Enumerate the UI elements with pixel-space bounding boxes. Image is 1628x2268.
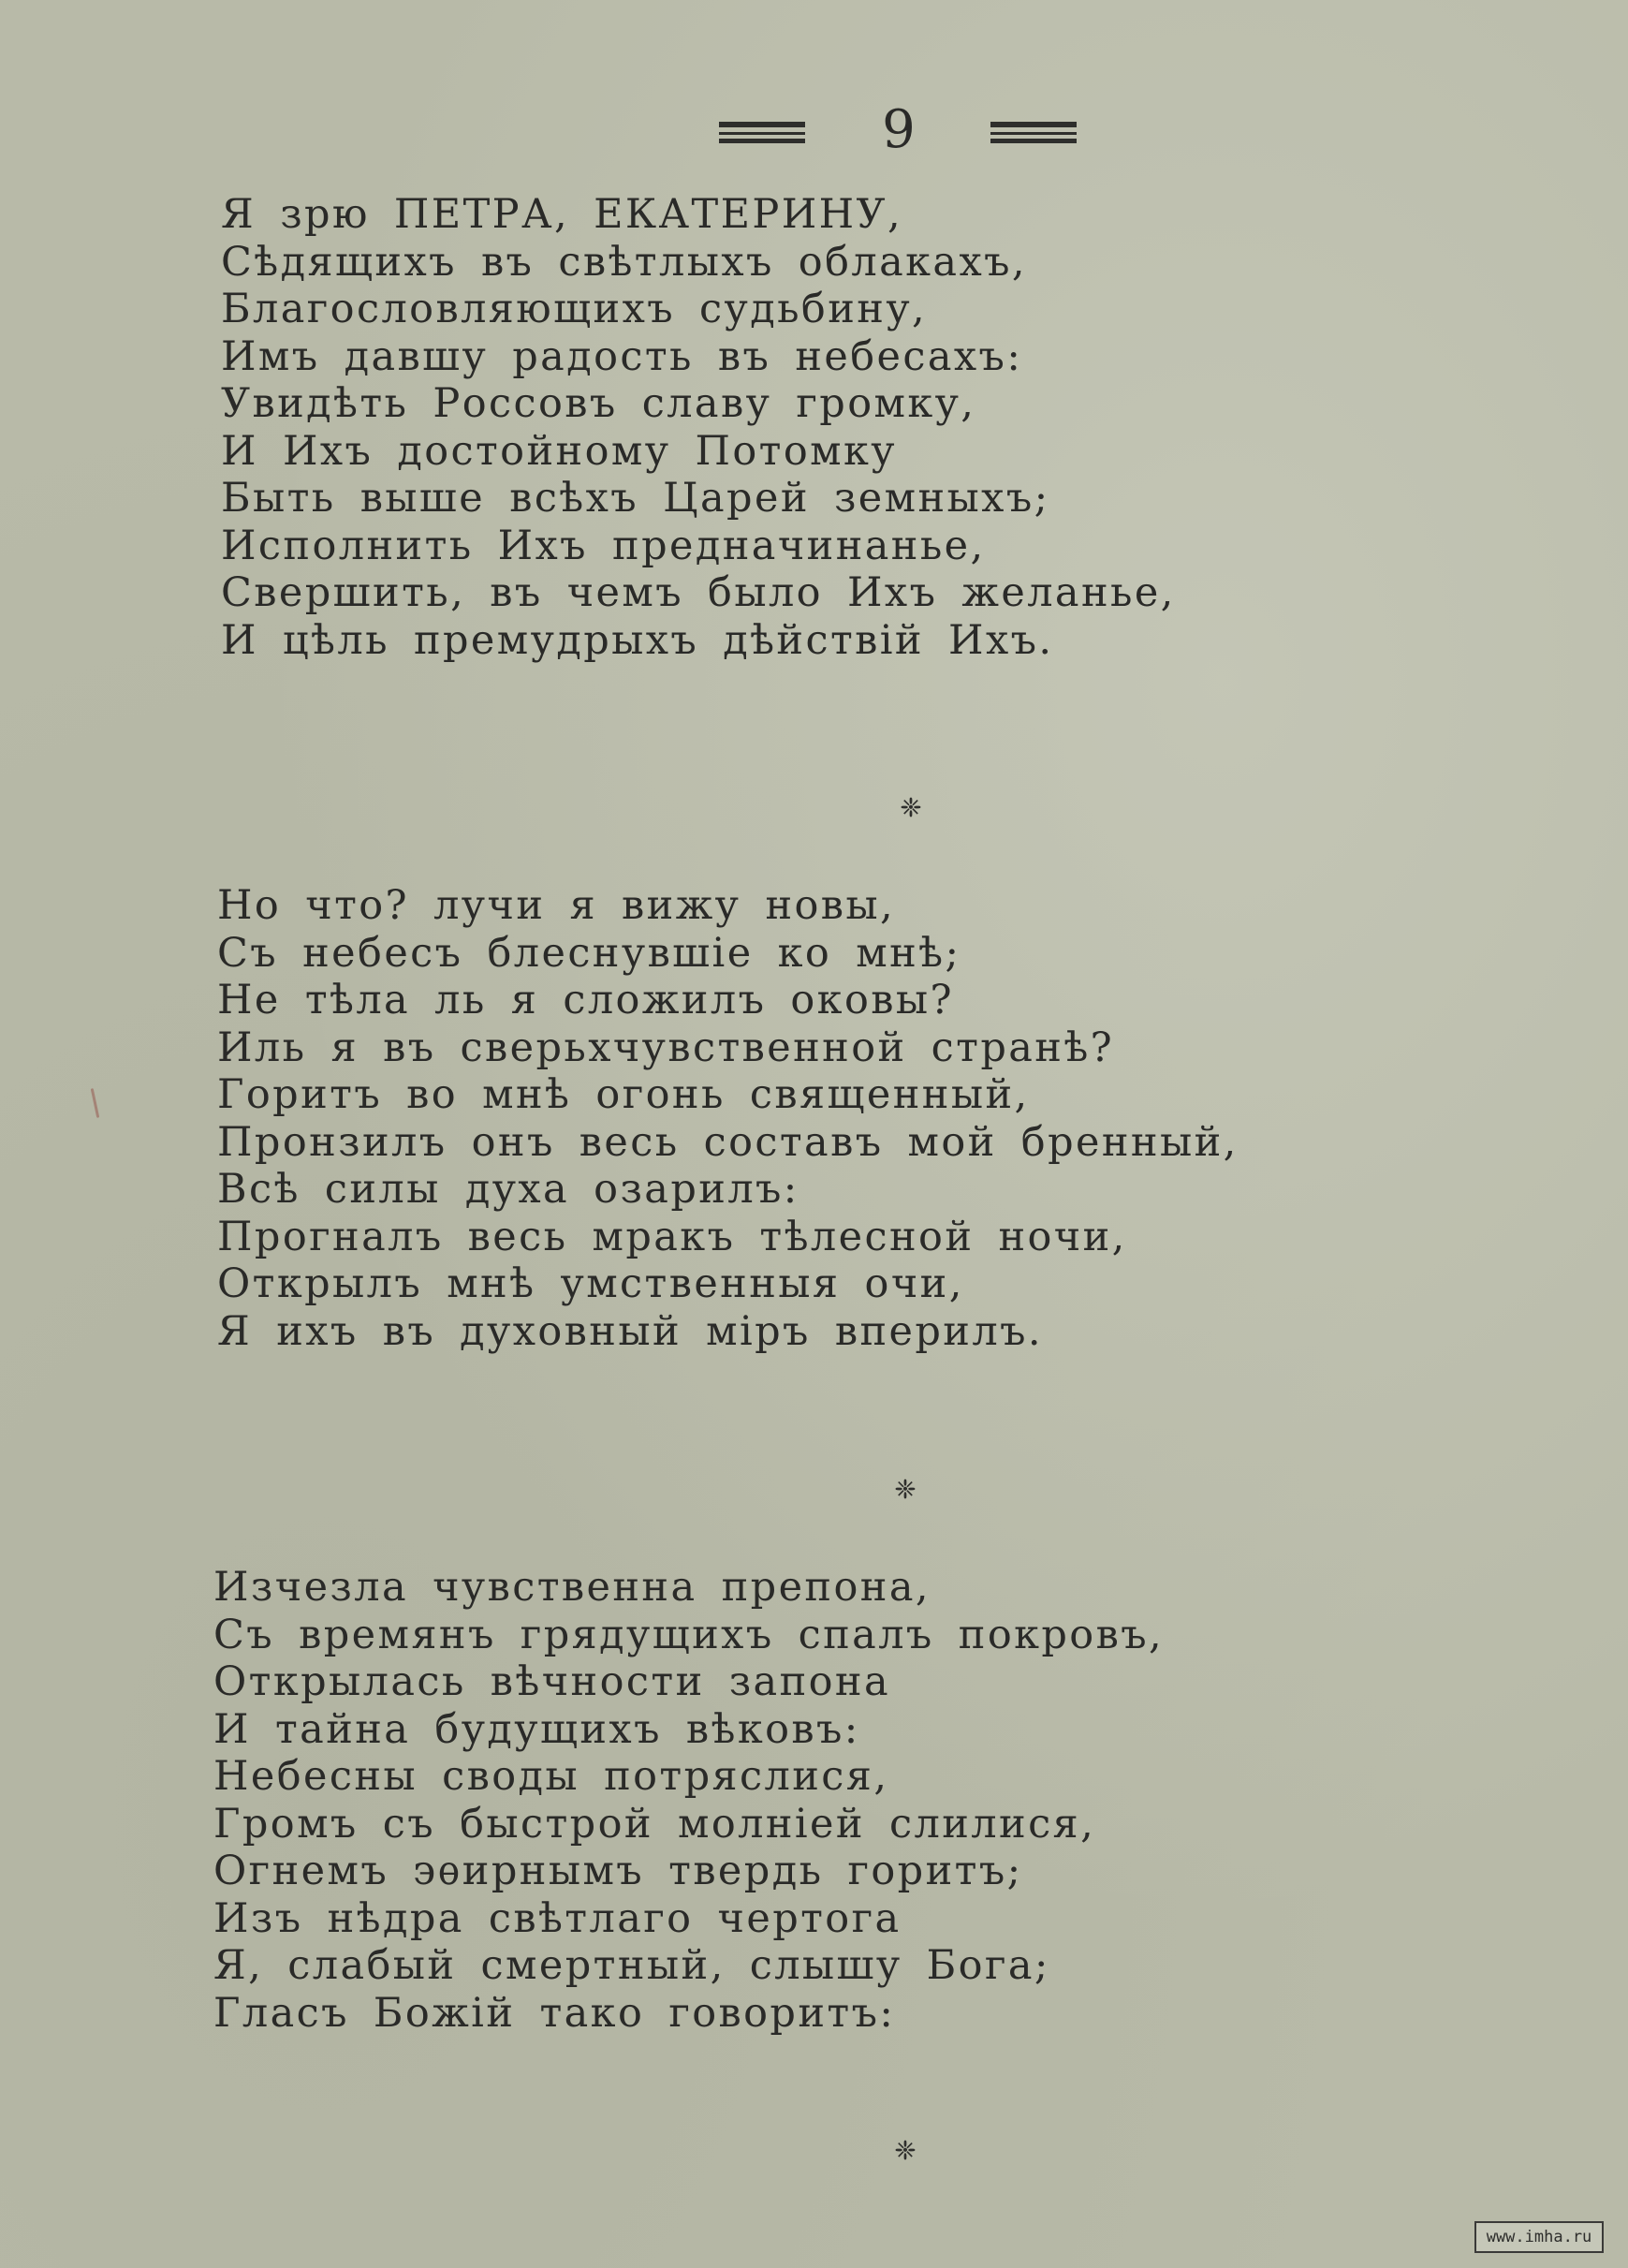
stanza-1: [221, 191, 1298, 664]
verse-line: Иль я въ сверьхчувственной странѣ?: [217, 1024, 1115, 1071]
verse-line: Съ времянъ грядущихъ спалъ покровъ,: [213, 1611, 1165, 1658]
verse-line: Съ небесъ блеснувшіе ко мнѣ;: [217, 929, 961, 977]
verse-line: Изъ нѣдра свѣтлаго чертога: [213, 1894, 902, 1942]
verse-line: Пронзилъ онъ весь составъ мой бренный,: [217, 1118, 1239, 1166]
verse-line: И цѣль премудрыхъ дѣйствій Ихъ.: [221, 616, 1054, 664]
verse-line: Я ихъ въ духовный міръ вперилъ.: [217, 1307, 1043, 1355]
verse-line: Увидѣть Россовъ славу громку,: [221, 380, 976, 427]
verse-line: Открылась вѣчности запона: [213, 1658, 891, 1705]
verse-line: Исполнить Ихъ предначинанье,: [221, 522, 986, 569]
stanza-ornament-icon: ❈: [894, 1474, 917, 1505]
verse-line: Изчезла чувственна препона,: [213, 1564, 931, 1611]
page-header: [711, 101, 1086, 167]
verse-line: И тайна будущихъ вѣковъ:: [213, 1705, 860, 1753]
verse-line: Я зрю ПЕТРА, ЕКАТЕРИНУ,: [221, 191, 903, 238]
header-rule-right: [990, 122, 1077, 144]
verse-line: Прогналъ весь мракъ тѣлесной ночи,: [217, 1213, 1127, 1260]
verse-line: Но что? лучи я вижу новы,: [217, 882, 896, 929]
verse-line: Громъ съ быстрой молніей слилися,: [213, 1800, 1096, 1848]
verse-line: И Ихъ достойному Потомку: [221, 427, 897, 475]
stanza-ornament-icon: ❈: [894, 2135, 917, 2166]
watermark-stamp: www.imha.ru: [1474, 2221, 1604, 2253]
verse-line: Гласъ Божій тако говоритъ:: [213, 1989, 896, 2037]
verse-line: Не тѣла ль я сложилъ оковы?: [217, 977, 954, 1024]
verse-line: Свершить, въ чемъ было Ихъ желанье,: [221, 569, 1176, 616]
page-number: 9: [882, 99, 916, 160]
verse-line: Я, слабый смертный, слышу Бога;: [213, 1942, 1050, 1989]
verse-line: Всѣ силы духа озарилъ:: [217, 1166, 799, 1213]
verse-line: Сѣдящихъ въ свѣтлыхъ облакахъ,: [221, 238, 1027, 286]
stanza-2: [217, 882, 1294, 1355]
stanza-3: [213, 1564, 1290, 2037]
verse-line: Горитъ во мнѣ огонь священный,: [217, 1071, 1030, 1118]
header-rule-left: [719, 122, 805, 144]
verse-line: Огнемъ эѳирнымъ твердь горитъ;: [213, 1848, 1023, 1894]
verse-line: Быть выше всѣхъ Царей земныхъ;: [221, 475, 1050, 522]
verse-line: Благословляющихъ судьбину,: [221, 286, 928, 332]
verse-line: Имъ давшу радость въ небесахъ:: [221, 332, 1023, 380]
verse-line: Открылъ мнѣ умственныя очи,: [217, 1260, 964, 1307]
verse-line: Небесны своды потряслися,: [213, 1753, 889, 1800]
stanza-ornament-icon: ❈: [900, 792, 922, 823]
